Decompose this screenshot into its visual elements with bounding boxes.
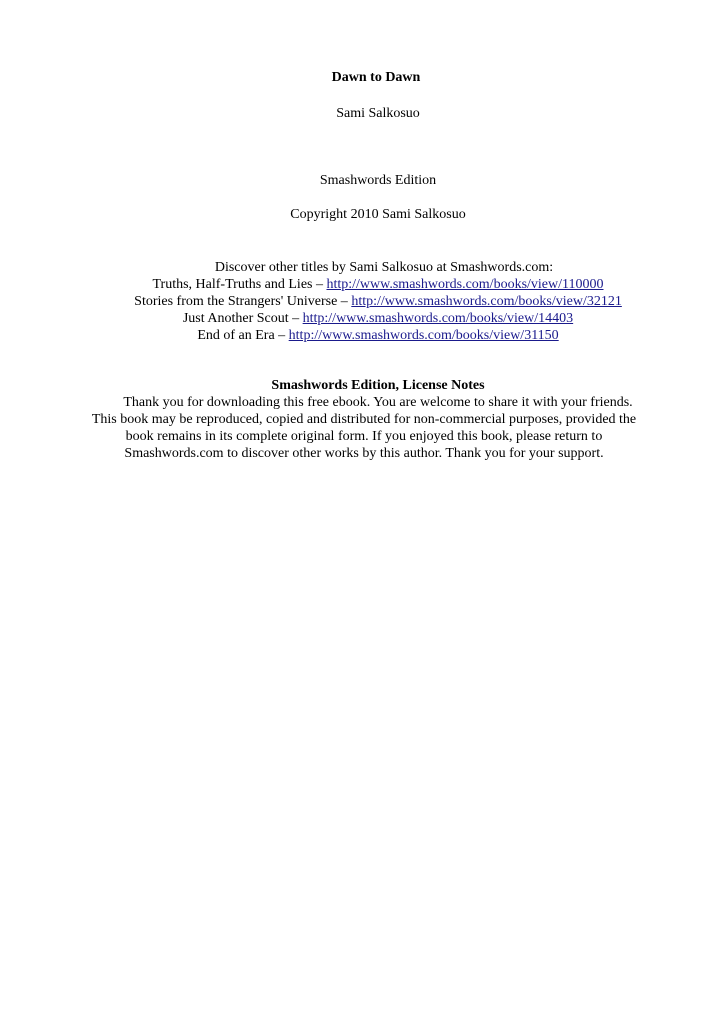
other-title-name: Stories from the Strangers' Universe – [134,294,352,309]
license-line: Smashwords.com to discover other works by this author. Thank you for your support. [124,446,604,461]
edition-label: Smashwords Edition [319,173,437,188]
other-title-link[interactable]: http://www.smashwords.com/books/view/32121 [351,294,622,309]
other-title-link[interactable]: http://www.smashwords.com/books/view/31150 [288,328,559,343]
license-line: Thank you for downloading this free ebook. You are welcome to share it with your friends. [123,395,633,410]
book-title: Dawn to Dawn [331,70,421,85]
other-title-item [14,293,728,310]
license-line: book remains in its complete original form. If you enjoyed this book, please return to [125,429,603,444]
other-title-item [14,310,728,327]
other-title-link[interactable]: http://www.smashwords.com/books/view/110000 [326,277,604,292]
license-line: This book may be reproduced, copied and distributed for non-commercial purposes, provided the [91,412,637,427]
other-title-name: Truths, Half-Truths and Lies – [152,277,327,292]
other-title-name: Just Another Scout – [182,311,303,326]
other-title-item [14,327,728,344]
license-heading: Smashwords Edition, License Notes [271,378,485,393]
book-author: Sami Salkosuo [336,106,420,121]
copyright-notice: Copyright 2010 Sami Salkosuo [290,207,466,222]
other-titles-intro: Discover other titles by Sami Salkosuo at Smashwords.com: [214,260,554,275]
other-title-item [14,276,728,293]
other-title-name: End of an Era – [197,328,289,343]
other-title-link[interactable]: http://www.smashwords.com/books/view/14403 [302,311,574,326]
